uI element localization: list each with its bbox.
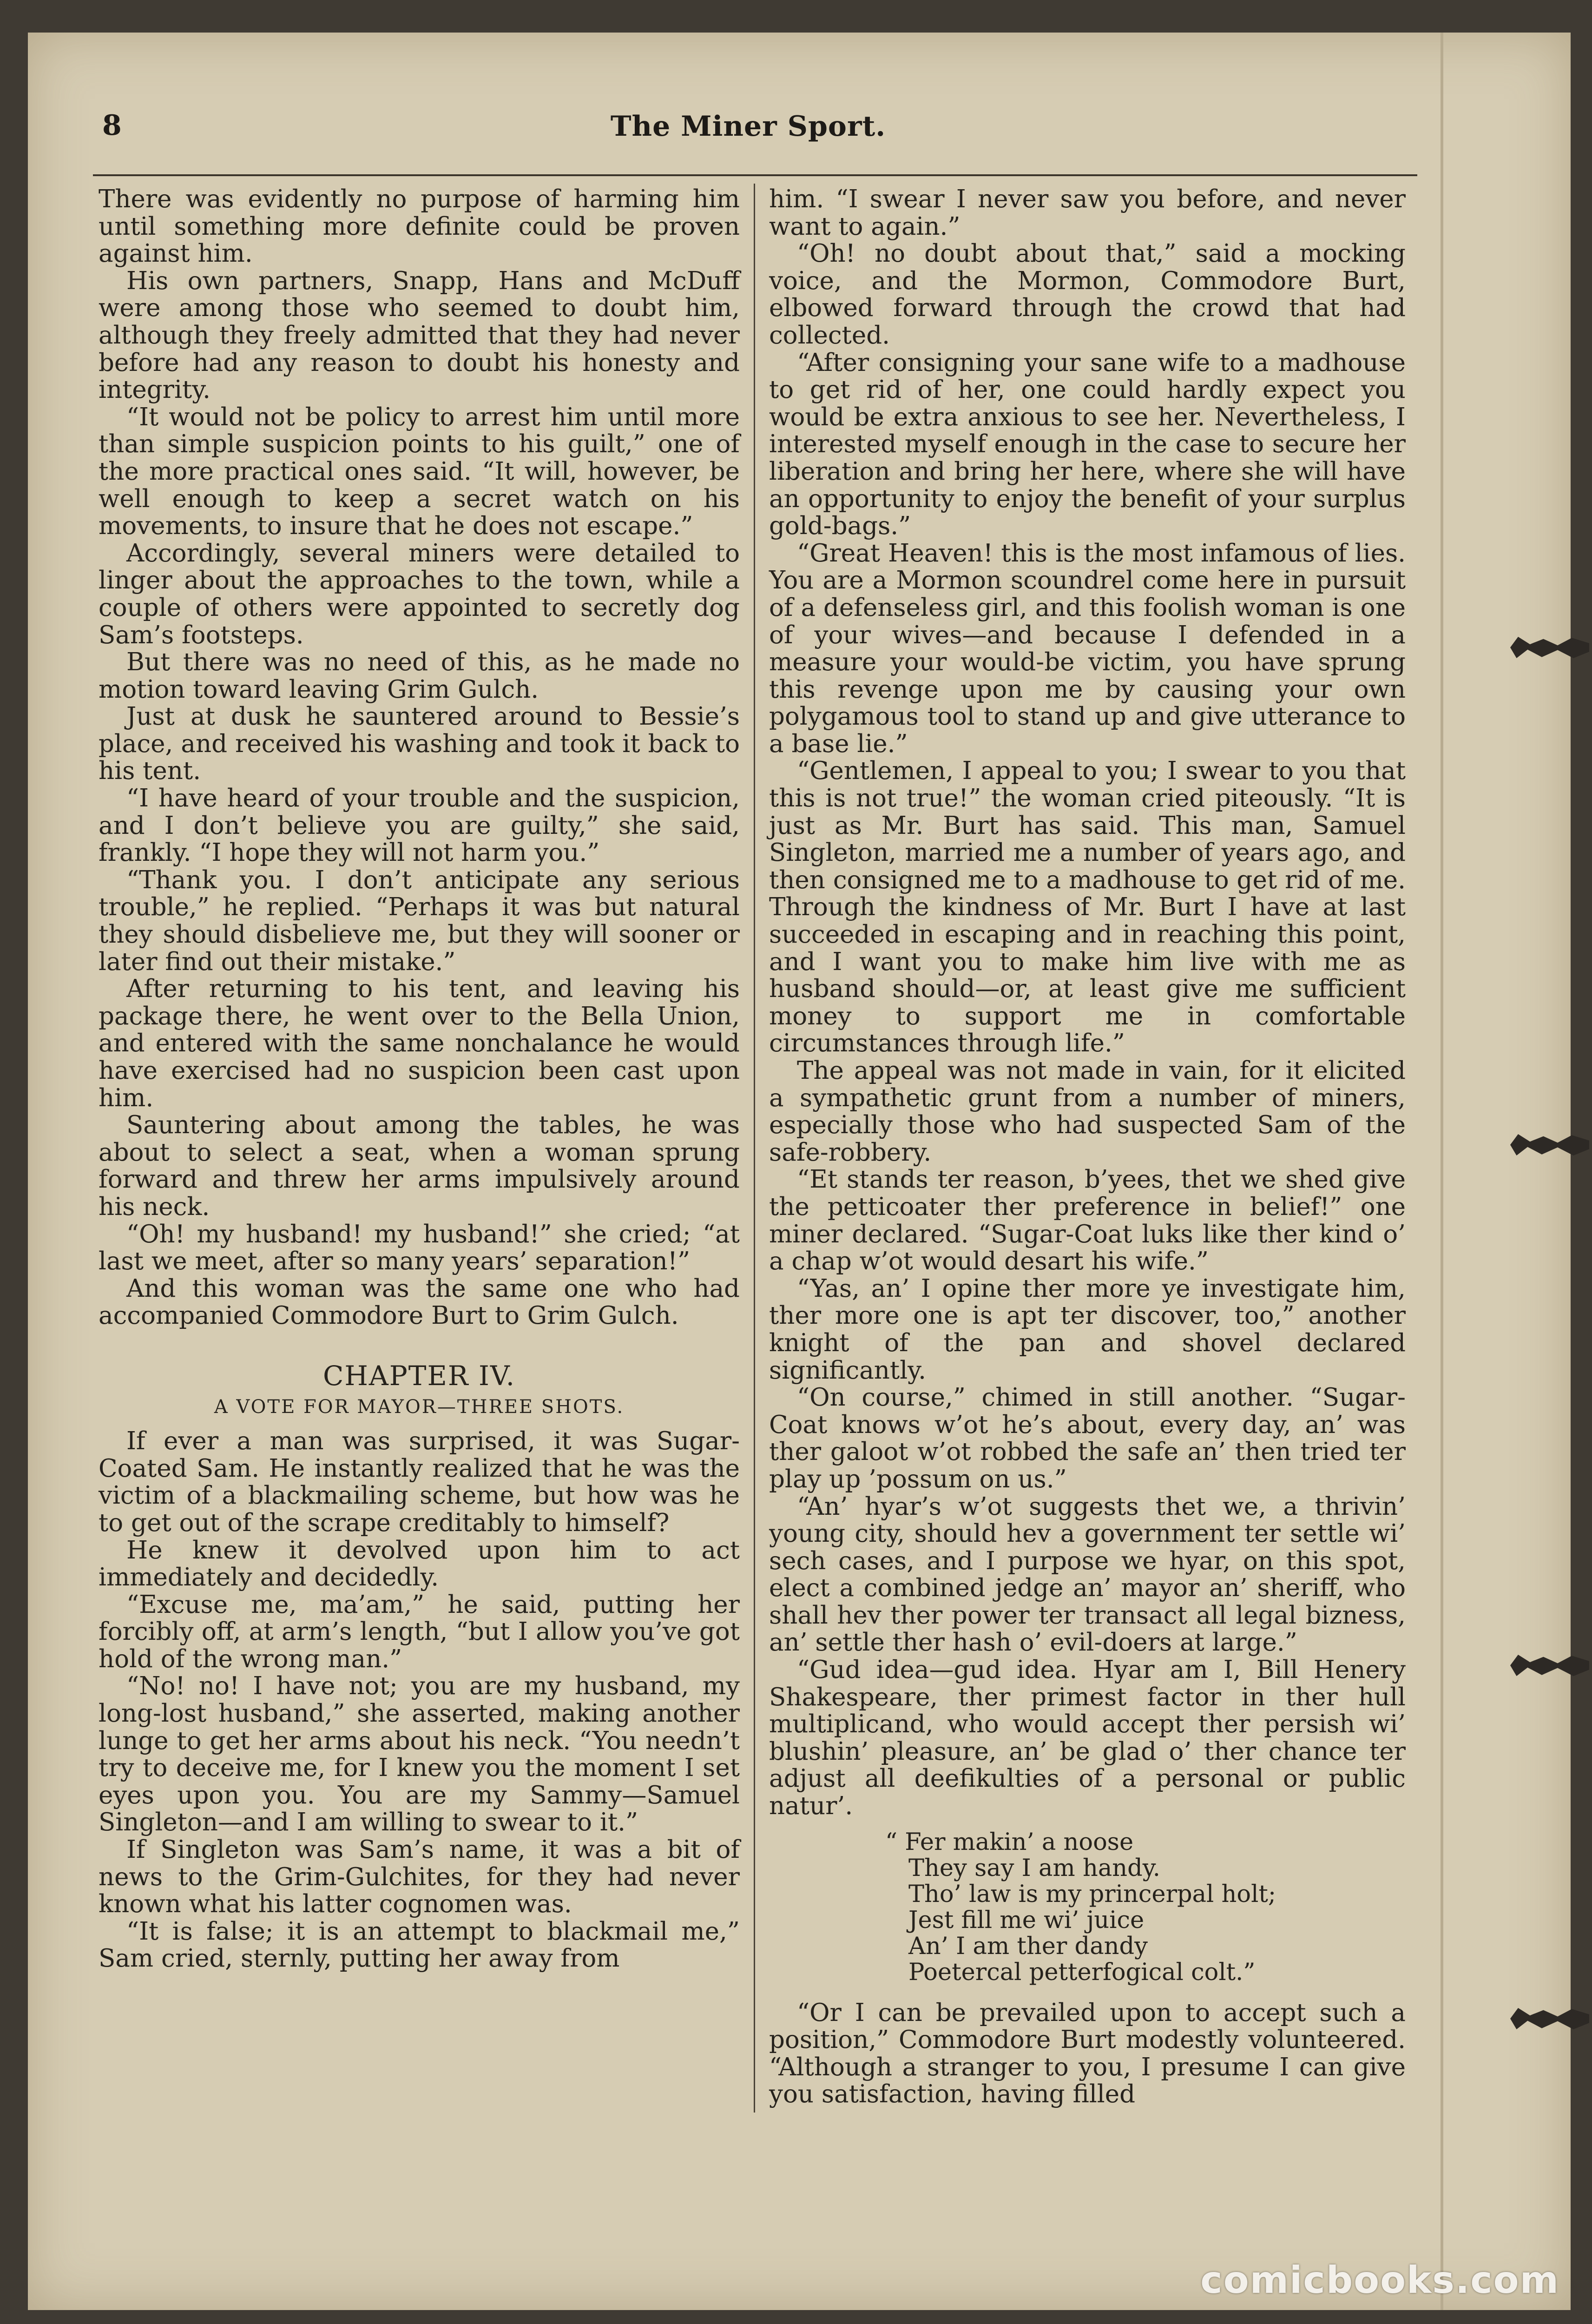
column-divider (754, 184, 755, 2113)
verse-line: Tho’ law is my princerpal holt; (908, 1880, 1276, 1908)
paragraph: “After consigning your sane wife to a madhouse to get rid of her, one could hardly expect you would be extra anxious to see her. Nevertheless, I interested myself enough in the case to secure her liberation and bring her here, where she will have an opportunity to enjoy the benefit of your surplus gold-bags.” (769, 348, 1406, 541)
right-column (769, 186, 1406, 2108)
chapter-subheading: A VOTE FOR MAYOR—THREE SHOTS. (214, 1396, 625, 1418)
paragraph: “I have heard of your trouble and the suspicion, and I don’t believe you are guilty,” she said, frankly. “I hope they will not harm you.” (99, 784, 740, 867)
paragraph: “Or I can be prevailed upon to accept such a position,” Commodore Burt modestly volunteered. “Although a stranger to you, I presume I can give you satisfaction, having filled (769, 1998, 1406, 2109)
verse-line: “ Fer makin’ a noose (885, 1828, 1134, 1856)
paragraph: “Oh! my husband! my husband!” she cried; “at last we meet, after so many years’ separation!” (99, 1220, 740, 1276)
paragraph: “Yas, an’ I opine ther more ye investigate him, ther more one is apt ter discover, too,” another knight of the pan and shovel declared significantly. (769, 1274, 1406, 1385)
watermark-text: comicbooks.com (1200, 2258, 1559, 2302)
verse-block (769, 1829, 1406, 1986)
page-spine-fold (1441, 33, 1443, 2310)
left-column (99, 186, 740, 1973)
binding-tear-mark (1510, 637, 1589, 658)
page-number: 8 (102, 109, 122, 142)
paragraph: He knew it devolved upon him to act immediately and decidedly. (99, 1536, 740, 1592)
paragraph: But there was no need of this, as he made no motion toward leaving Grim Gulch. (99, 648, 740, 704)
binding-tear-mark (1510, 2008, 1589, 2029)
paragraph: And this woman was the same one who had accompanied Commodore Burt to Grim Gulch. (99, 1274, 740, 1330)
verse-line: They say I am handy. (908, 1854, 1160, 1882)
paragraph: “It would not be policy to arrest him until more than simple suspicion points to his guilt,” one of the more practical ones said. “It will, however, be well enough to keep a secret watch on his movements, to insure that he does not escape.” (99, 403, 740, 541)
paragraph: The appeal was not made in vain, for it elicited a sympathetic grunt from a number of miners, especially those who had suspected Sam of the safe-robbery. (769, 1056, 1406, 1167)
publication-title: The Miner Sport. (610, 110, 886, 143)
verse-line: Poetercal petterfogical colt.” (908, 1958, 1256, 1986)
paragraph: Just at dusk he sauntered around to Bessie’s place, and received his washing and took it back to his tent. (99, 702, 740, 786)
binding-tear-mark (1510, 1655, 1589, 1676)
paragraph: him. “I swear I never saw you before, and never want to again.” (769, 185, 1406, 241)
paragraph: “Great Heaven! this is the most infamous of lies. You are a Mormon scoundrel come here in pursuit of a defenseless girl, and this foolish woman is one of your wives—and because I defended in a measure your would-be victim, you have sprung this revenge upon me by causing your own polygamous tool to stand up and give utterance to a base lie.” (769, 539, 1406, 758)
paragraph: After returning to his tent, and leaving his package there, he went over to the Bella Union, and entered with the same nonchalance he would have exercised had no suspicion been cast upon him. (99, 975, 740, 1112)
paragraph: If ever a man was surprised, it was Sugar-Coated Sam. He instantly realized that he was the victim of a blackmailing scheme, but how was he to get out of the scrape creditably to himself? (99, 1427, 740, 1537)
paragraph: “On course,” chimed in still another. “Sugar-Coat knows w’ot he’s about, every day, an’ was ther galoot w’ot robbed the safe an’ then tried ter play up ’possum on us.” (769, 1383, 1406, 1493)
paragraph: “It is false; it is an attempt to blackmail me,” Sam cried, sternly, putting her away from (99, 1917, 740, 1973)
paragraph: “No! no! I have not; you are my husband, my long-lost husband,” she asserted, making another lunge to get her arms about his neck. “You needn’t try to deceive me, for I knew you the moment I set eyes upon you. You are my Sammy—Samuel Singleton—and I am willing to swear to it.” (99, 1672, 740, 1837)
paragraph: Sauntering about among the tables, he was about to select a seat, when a woman sprung forward and threw her arms impulsively around his neck. (99, 1111, 740, 1221)
paragraph: “Excuse me, ma’am,” he said, putting her forcibly off, at arm’s length, “but I allow you’ve got hold of the wrong man.” (99, 1590, 740, 1673)
verse-line: Jest fill me wi’ juice (908, 1906, 1145, 1934)
paragraph: “Et stands ter reason, b’yees, thet we shed give the petticoater ther preference in belief!” one miner declared. “Sugar-Coat luks like ther kind o’ a chap w’ot would desart his wife.” (769, 1165, 1406, 1276)
binding-tear-mark (1510, 1134, 1589, 1155)
paragraph: “Oh! no doubt about that,” said a mocking voice, and the Mormon, Commodore Burt, elbowed forward through the crowd that had collected. (769, 239, 1406, 350)
paragraph: “An’ hyar’s w’ot suggests thet we, a thrivin’ young city, should hev a government ter settle wi’ sech cases, and I purpose we hyar, on this spot, elect a combined jedge an’ mayor an’ sheriff, who shall hev ther power ter transact all legal bizness, an’ settle ther hash o’ evil-doers at large.” (769, 1492, 1406, 1657)
verse-line: An’ I am ther dandy (908, 1932, 1148, 1960)
paragraph: Accordingly, several miners were detailed to linger about the approaches to the town, while a couple of others were appointed to secretly dog Sam’s footsteps. (99, 539, 740, 649)
paragraph: There was evidently no purpose of harming him until something more definite could be proven against him. (99, 185, 740, 268)
page-header (84, 100, 1413, 156)
paragraph: “Thank you. I don’t anticipate any serious trouble,” he replied. “Perhaps it was but natural they should disbelieve me, but they will sooner or later find out their mistake.” (99, 865, 740, 976)
paragraph: If Singleton was Sam’s name, it was a bit of news to the Grim-Gulchites, for they had never known what his latter cognomen was. (99, 1835, 740, 1919)
paragraph: His own partners, Snapp, Hans and McDuff were among those who seemed to doubt him, although they freely admitted that they had never before had any reason to doubt his honesty and integrity. (99, 266, 740, 404)
header-rule (93, 174, 1417, 176)
paragraph: “Gentlemen, I appeal to you; I swear to you that this is not true!” the woman cried piteously. “It is just as Mr. Burt has said. This man, Samuel Singleton, married me a number of years ago, and then consigned me to a madhouse to get rid of me. Through the kindness of Mr. Burt I have at last succeeded in escaping and in reaching this point, and I want you to make him live with me as husband should—or, at least give me sufficient money to support me in comfortable circumstances through life.” (769, 757, 1406, 1058)
paragraph: “Gud idea—gud idea. Hyar am I, Bill Henery Shakespeare, ther primest factor in ther hull multiplicand, who would accept ther persish wi’ blushin’ pleasure, an’ be glad o’ ther chance ter adjust all deefikulties of a personal or public natur’. (769, 1656, 1406, 1821)
chapter-heading: CHAPTER IV. (322, 1360, 516, 1392)
